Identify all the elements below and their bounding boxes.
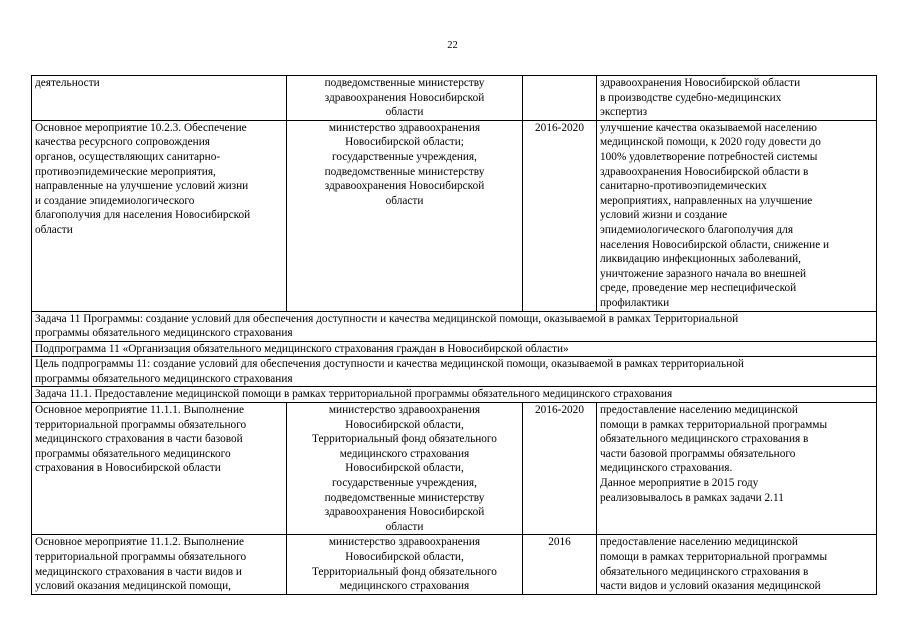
section-row (32, 341, 877, 357)
section-row (32, 387, 877, 403)
measure-cell: Основное мероприятие 11.1.1. Выполнение территориальной программы обязательного медицинского страхования в части базовой программы обязательного медицинского страхования в Новосибирской области (32, 403, 287, 535)
period-cell: 2016 (523, 535, 597, 594)
measures-table (31, 75, 877, 595)
task-heading: Задача 11.1. Предоставление медицинской помощи в рамках территориальной программы обязательного медицинского страхования (32, 387, 877, 403)
executor-cell: министерство здравоохранения Новосибирской области, Территориальный фонд обязательного медицинского страхования Новосибирской области, государственные учреждения, подведомственные министерству здравоохранения Новосибирской области (287, 403, 523, 535)
result-cell: улучшение качества оказываемой населению медицинской помощи, к 2020 году довести до 100% удовлетворение потребностей системы здравоохранения Новосибирской области в санитарно-противоэпидемических мероприятиях, направленных на улучшение условий жизни и создание эпидемиологического благополучия для населения Новосибирской области, снижение и ликвидацию инфекционных заболеваний, уничтожение заразного начала во внешней среде, проведение мер неспецифической профилактики (597, 120, 877, 311)
program-task-heading: Задача 11 Программы: создание условий для обеспечения доступности и качества медицинской помощи, оказываемой в рамках Территориальной программы обязательного медицинского страхования (32, 311, 877, 341)
executor-cell: министерство здравоохранения Новосибирской области, Территориальный фонд обязательного медицинского страхования (287, 535, 523, 594)
period-cell: 2016-2020 (523, 403, 597, 535)
subprogram-goal-heading: Цель подпрограммы 11: создание условий для обеспечения доступности и качества медицинской помощи, оказываемой в рамках территориальной программы обязательного медицинского страхования (32, 357, 877, 387)
result-cell: предоставление населению медицинской помощи в рамках территориальной программы обязательного медицинского страхования в части видов и условий оказания медицинской (597, 535, 877, 594)
executor-cell: министерство здравоохранения Новосибирской области; государственные учреждения, подведомственные министерству здравоохранения Новосибирской области (287, 120, 523, 311)
executor-cell: подведомственные министерству здравоохранения Новосибирской области (287, 76, 523, 121)
table-row (32, 76, 877, 121)
result-cell: здравоохранения Новосибирской области в производстве судебно-медицинских экспертиз (597, 76, 877, 121)
measure-cell: Основное мероприятие 11.1.2. Выполнение территориальной программы обязательного медицинского страхования в части видов и условий оказания медицинской помощи, (32, 535, 287, 594)
page-number: 22 (447, 40, 458, 51)
table-row (32, 403, 877, 535)
table-row (32, 120, 877, 311)
measure-cell: деятельности (32, 76, 287, 121)
period-cell (523, 76, 597, 121)
table-row (32, 535, 877, 594)
section-row (32, 357, 877, 387)
result-cell: предоставление населению медицинской помощи в рамках территориальной программы обязательного медицинского страхования в части базовой программы обязательного медицинского страхования. Данное мероприятие в 2015 году реализовывалось в рамках задачи 2.11 (597, 403, 877, 535)
measure-cell: Основное мероприятие 10.2.3. Обеспечение качества ресурсного сопровождения органов, осуществляющих санитарно- противоэпидемические мероприятия, направленные на улучшение условий жизни и создание эпидемиологического благополучия для населения Новосибирской области (32, 120, 287, 311)
section-row (32, 311, 877, 341)
subprogram-heading: Подпрограмма 11 «Организация обязательного медицинского страхования граждан в Новосибирской области» (32, 341, 877, 357)
period-cell: 2016-2020 (523, 120, 597, 311)
